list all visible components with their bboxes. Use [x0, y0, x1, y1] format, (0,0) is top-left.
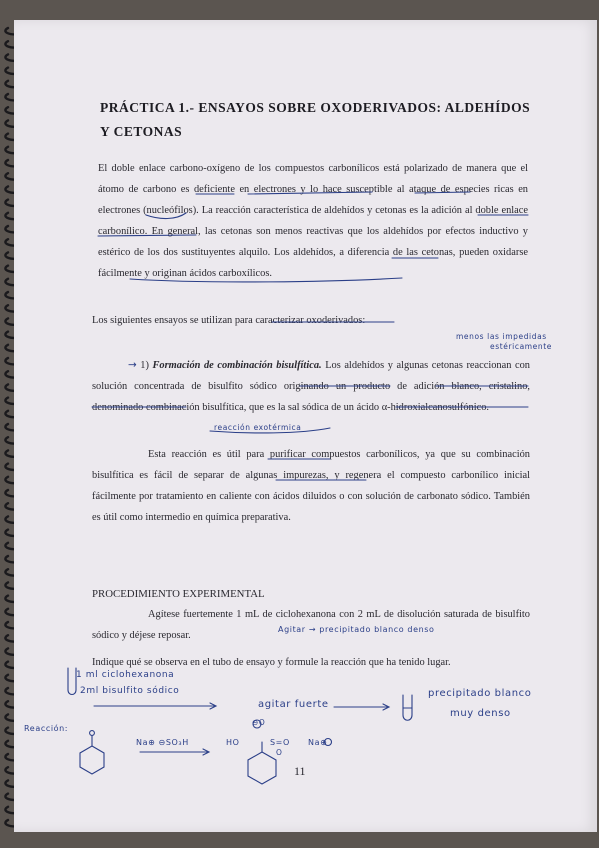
handwritten-result-2: muy denso — [450, 708, 511, 719]
handwritten-product-s: S=O — [270, 738, 290, 747]
underline-exotermica — [210, 428, 330, 433]
handwritten-reagent-1: 1 ml ciclohexanona — [76, 670, 175, 680]
assays-line: Los siguientes ensayos se utilizan para caracterizar oxoderivados: — [92, 315, 366, 326]
section-number: 1) — [140, 360, 149, 371]
handwritten-note-estericamente: estéricamente — [490, 342, 552, 351]
cyclohexanone-ring-icon — [80, 746, 104, 774]
bisulfite-adduct-ring-icon — [248, 752, 276, 784]
page-number: 11 — [294, 764, 306, 778]
underline-electrones — [248, 192, 372, 194]
handwritten-product-ho: HO — [226, 738, 240, 747]
procedure-step: Agítese fuertemente 1 mL de ciclohexanona con 2 mL de disolución saturada de bisulfito sódico y déjese reposar. — [92, 609, 530, 641]
section-text: Los aldehídos y algunas cetonas reaccionan con solución concentrada de bisulfito sódico originando un producto de adición blanco, cristalino, denominado combinación bisulfítica, que es la sal sódica de un ácido α-hidroxialcanosulfónico. — [92, 360, 530, 413]
handwritten-reagent-formula: Na⊕ ⊖SO₃H — [136, 738, 189, 747]
section-heading: Formación de combinación bisulfítica. — [152, 360, 322, 371]
handwritten-arrow: → — [128, 359, 137, 371]
procedure-question: Indique qué se observa en el tubo de ensayo y formule la reacción que ha tenido lugar. — [92, 657, 451, 668]
underline-nucleofilos — [146, 213, 186, 219]
handwritten-product-charge: ⊖O — [252, 718, 266, 727]
underline-doble-enlace — [98, 235, 196, 236]
underline-ataque — [415, 192, 470, 193]
handwritten-action: agitar fuerte — [258, 699, 329, 710]
handwritten-note-agitar: Agitar → precipitado blanco denso — [278, 625, 435, 634]
handwritten-reaction-label: Reacción: — [24, 724, 69, 733]
intro-paragraph: El doble enlace carbono-oxígeno de los compuestos carbonílicos está polarizado de manera que el átomo de carbono es deficiente en electrones y lo hace susceptible al ataque de especies ricas en electrones (nucleófilos). La reacción característica de aldehídos y cetonas es la adición al doble enlace carbonílico. En general, las cetonas son menos reactivas que los aldehídos por efectos inductivo y estérico de los dos sustituyentes alquilo. Los aldehídos, a diferencia de las cetonas, pueden oxidarse fácilmente y originan ácidos carboxílicos. — [98, 163, 528, 279]
arrow-2-icon — [334, 704, 389, 710]
handwritten-result-1: precipitado blanco — [428, 688, 532, 699]
underline-oxidarse — [130, 278, 402, 282]
test-tube-icon — [68, 668, 76, 695]
handwritten-note-impedidas: menos las impedidas — [456, 332, 547, 341]
reaction-arrow-icon — [140, 749, 209, 755]
procedure-heading: PROCEDIMIENTO EXPERIMENTAL — [92, 588, 265, 600]
handwritten-product-o: O — [276, 748, 283, 757]
purification-paragraph: Esta reacción es útil para purificar compuestos carbonílicos, ya que su combinación bisulfítica es fácil de separar de algunas impurezas, y regenera el compuesto carbonílico inicial fácilmente por tratamiento en caliente con ácidos diluidos o con solución de carbonato sódico. También es útil como intermedio en química preparativa. — [92, 449, 530, 523]
page-title: PRÁCTICA 1.- ENSAYOS SOBRE OXODERIVADOS: ALDEHÍDOS Y CETONAS — [100, 100, 531, 139]
arrow-1-icon — [94, 703, 216, 709]
handwritten-note-exotermica: reacción exotérmica — [214, 423, 302, 432]
handwritten-product-na: Na⊕ — [308, 738, 328, 747]
handwritten-reagent-2: 2ml bisulfito sódico — [80, 686, 180, 696]
